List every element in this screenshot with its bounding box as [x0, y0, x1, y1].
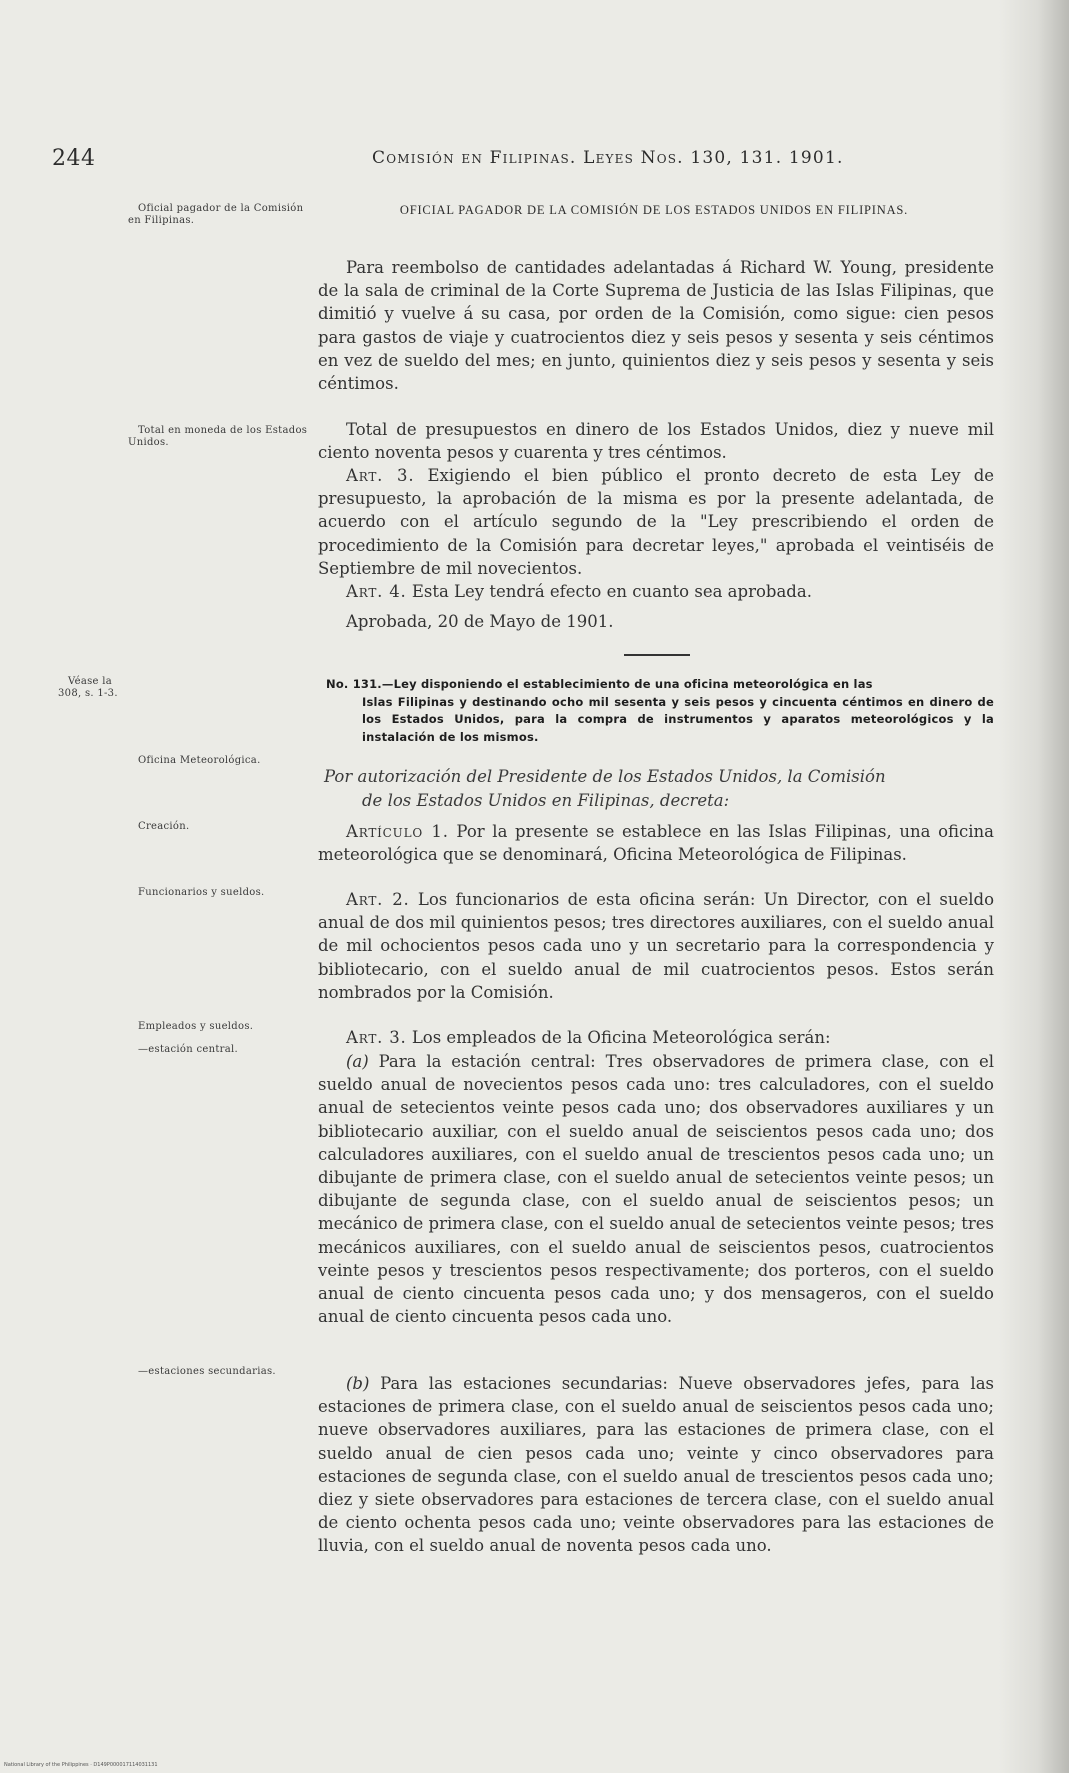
section-divider — [624, 654, 690, 656]
margin-note-estaciones-secundarias: —estaciones secundarias. — [138, 1366, 276, 1377]
enacting-clause-line2: de los Estados Unidos en Filipinas, decreta: — [362, 791, 730, 810]
scan-footer: National Library of the Philippines · D149P000017114031131 — [4, 1762, 158, 1768]
law-131-article-3b-text: Para las estaciones secundarias: Nueve observadores jefes, para las estaciones de primera clase, con el sueldo anual de seiscientos pesos cada uno; nueve observadores auxiliares, para las estaciones de primera clase, con el sueldo anual de cien pesos cada uno; veinte y cinco observadores para estaciones de segunda clase, con el sueldo anual de trescientos pesos cada uno; diez y siete observadores para estaciones de tercera clase, con el sueldo anual de ciento ochenta pesos cada uno; veinte observadores para las estaciones de lluvia, con el sueldo anual de noventa pesos cada uno. — [318, 1374, 994, 1556]
law-131-article-2-label: Art. 2. — [346, 890, 410, 909]
total-paragraph: Total de presupuestos en dinero de los Estados Unidos, diez y nueve mil ciento noventa pesos y cuarenta y tres céntimos. — [318, 420, 994, 463]
margin-note-creacion: Creación. — [138, 821, 190, 832]
law-131-title — [326, 676, 994, 746]
law-131-article-3a — [318, 1050, 994, 1328]
law-131-article-3-text: Los empleados de la Oficina Meteorológica serán: — [411, 1028, 831, 1047]
margin-note-oficial-pagador: Oficial pagador de la Comisión en Filipinas. — [128, 203, 304, 226]
margin-note-estacion-central: —estación central. — [138, 1044, 238, 1055]
law-131-article-3a-text: Para la estación central: Tres observadores de primera clase, con el sueldo anual de novecientos pesos cada uno: tres calculadores, con el sueldo anual de setecientos veinte pesos cada uno; dos observadores auxiliares y un bibliotecario auxiliar, con el sueldo anual de seiscientos pesos cada uno; dos calculadores auxiliares, con el sueldo anual de trescientos pesos cada uno; un dibujante de primera clase, con el sueldo anual de setecientos veinte pesos; un dibujante de segunda clase, con el sueldo anual de seiscientos pesos; un mecánico de primera clase, con el sueldo anual de setecientos veinte pesos; tres mecánicos auxiliares, con el sueldo anual de seiscientos pesos, cuatrocientos veinte pesos y trescientos pesos respectivamente; dos porteros, con el sueldo anual de ciento cincuenta pesos cada uno; y dos mensageros, con el sueldo anual de ciento cincuenta pesos cada uno. — [318, 1052, 994, 1327]
law-131-article-3 — [318, 1026, 994, 1049]
article-3-paragraph — [318, 464, 994, 580]
article-4-text: Esta Ley tendrá efecto en cuanto sea aprobada. — [411, 582, 812, 601]
margin-note-total-moneda: Total en moneda de los Estados Unidos. — [128, 425, 308, 448]
article-4-label: Art. 4. — [346, 582, 407, 601]
margin-note-oficina-meteorologica: Oficina Meteorológica. — [138, 755, 261, 766]
margin-note-funcionarios: Funcionarios y sueldos. — [138, 887, 265, 898]
page-number: 244 — [52, 146, 96, 171]
article-4-paragraph — [318, 580, 994, 603]
running-head: Comisión en Filipinas. Leyes Nos. 130, 131. 1901. — [372, 148, 844, 168]
reimbursement-paragraph: Para reembolso de cantidades adelantadas á Richard W. Young, presidente de la sala de criminal de la Corte Suprema de Justicia de las Islas Filipinas, que dimitió y vuelve á su casa, por orden de la Comisión, como sigue: cien pesos para gastos de viaje y cuatrocientos diez y seis pesos y sesenta y seis céntimos en vez de sueldo del mes; en junto, quinientos diez y seis pesos y sesenta y seis céntimos. — [318, 258, 994, 394]
law-131-article-3b-label: (b) — [346, 1374, 370, 1393]
law-131-article-3b — [318, 1372, 994, 1558]
law-131-article-1-label: Artículo 1. — [346, 822, 449, 841]
margin-note-empleados: Empleados y sueldos. — [138, 1021, 254, 1032]
law-131-article-1-text: Por la presente se establece en las Islas Filipinas, una oficina meteorológica que se denominará, Oficina Meteorológica de Filipinas. — [318, 822, 994, 865]
article-3-text: Exigiendo el bien público el pronto decreto de esta Ley de presupuesto, la aprobación de la misma es por la presente adelantada, de acuerdo con el artículo segundo de la "Ley prescribiendo el orden de procedimiento de la Comisión para decretar leyes," aprobada el veintiséis de Septiembre de mil novecientos. — [318, 466, 995, 578]
law-131-article-3a-label: (a) — [346, 1052, 369, 1071]
enacting-clause-line1: Por autorización del Presidente de los Estados Unidos, la Comisión — [324, 767, 886, 786]
law-131-article-2-text: Los funcionarios de esta oficina serán: Un Director, con el sueldo anual de dos mil quinientos pesos; tres directores auxiliares, con el sueldo anual de mil ochocientos pesos cada uno y un secretario para la correspondencia y bibliotecario, con el sueldo anual de mil cuatrocientos pesos. Estos serán nombrados por la Comisión. — [318, 890, 995, 1002]
law-131-article-3-label: Art. 3. — [346, 1028, 407, 1047]
section-heading: OFICIAL PAGADOR DE LA COMISIÓN DE LOS ESTADOS UNIDOS EN FILIPINAS. — [399, 203, 909, 217]
enacting-clause — [324, 765, 994, 813]
law-131-article-1 — [318, 820, 994, 866]
law-131-title-line1: No. 131.—Ley disponiendo el establecimiento de una oficina meteorológica en las — [326, 677, 873, 691]
article-3-label: Art. 3. — [346, 466, 415, 485]
law-131-article-2 — [318, 888, 994, 1004]
approval-date: Aprobada, 20 de Mayo de 1901. — [346, 612, 614, 631]
law-131-title-rest: Islas Filipinas y destinando ocho mil sesenta y seis pesos y cincuenta céntimos en dinero de los Estados Unidos, para la compra de instrumentos y aparatos meteorológicos y la instalación de los mismos. — [362, 694, 994, 744]
page-edge-shadow — [999, 0, 1069, 1773]
margin-note-vease: Véase la 308, s. 1-3. — [58, 676, 118, 699]
